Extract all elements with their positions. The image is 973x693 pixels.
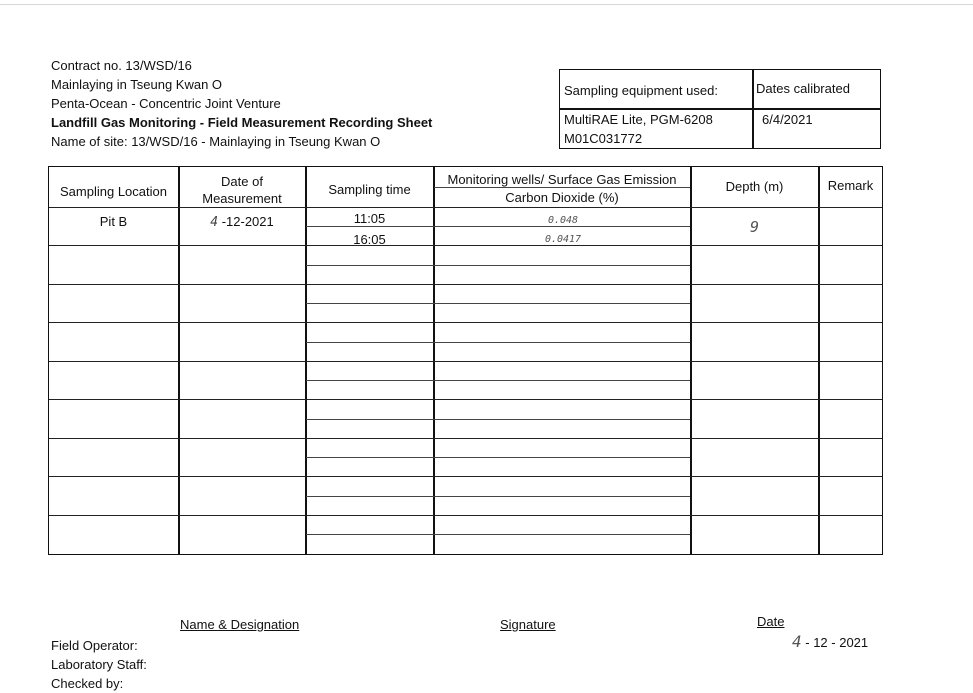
field-operator-label: Field Operator: bbox=[51, 638, 138, 653]
cell-time-2: 16:05 bbox=[353, 232, 386, 247]
date-rest: -12-2021 bbox=[221, 214, 274, 229]
project-name: Mainlaying in Tseung Kwan O bbox=[51, 77, 223, 92]
calibrated-label: Dates calibrated bbox=[756, 81, 850, 96]
subrow-divider bbox=[306, 265, 690, 266]
equipment-serial: M01C031772 bbox=[564, 131, 643, 146]
cell-co2-2: 0.0417 bbox=[544, 234, 582, 245]
laboratory-staff-label: Laboratory Staff: bbox=[51, 657, 147, 672]
site-name: Name of site: 13/WSD/16 - Mainlaying in Tseung Kwan O bbox=[51, 134, 381, 149]
row-divider bbox=[49, 438, 882, 439]
measurement-table bbox=[48, 166, 883, 555]
subrow-divider bbox=[306, 226, 690, 227]
subrow-divider bbox=[306, 419, 690, 420]
header-sampling-location: Sampling Location bbox=[60, 184, 167, 199]
equipment-box bbox=[559, 69, 881, 149]
row-divider bbox=[49, 476, 882, 477]
subrow-divider bbox=[306, 457, 690, 458]
row-divider bbox=[49, 399, 882, 400]
contractor-name: Penta-Ocean - Concentric Joint Venture bbox=[51, 96, 281, 111]
cell-depth: 9 bbox=[749, 218, 760, 236]
calibrated-date: 6/4/2021 bbox=[762, 112, 813, 127]
footer-date-rest: - 12 - 2021 bbox=[805, 635, 869, 650]
subrow-divider bbox=[306, 534, 690, 535]
row-divider bbox=[49, 515, 882, 516]
signature-label: Signature bbox=[500, 617, 556, 632]
cell-co2-1: 0.048 bbox=[547, 215, 579, 226]
cell-location: Pit B bbox=[99, 214, 128, 229]
checked-by-label: Checked by: bbox=[51, 676, 124, 691]
name-designation-label: Name & Designation bbox=[180, 617, 300, 632]
date-label: Date bbox=[757, 614, 785, 629]
row-divider bbox=[49, 361, 882, 362]
subrow-divider bbox=[306, 380, 690, 381]
header-date-line1: Date of bbox=[221, 174, 263, 189]
subrow-divider bbox=[306, 496, 690, 497]
page-top-border bbox=[0, 4, 973, 5]
subrow-divider bbox=[306, 342, 690, 343]
cell-date bbox=[179, 214, 305, 230]
handwritten-day: 4 bbox=[210, 215, 219, 230]
row-divider bbox=[49, 245, 882, 246]
cell-time-1: 11:05 bbox=[353, 211, 386, 226]
row-divider bbox=[49, 284, 882, 285]
equipment-model: MultiRAE Lite, PGM-6208 bbox=[564, 112, 713, 127]
row-divider bbox=[49, 322, 882, 323]
contract-number: Contract no. 13/WSD/16 bbox=[51, 58, 192, 73]
equipment-label: Sampling equipment used: bbox=[564, 83, 718, 98]
equipment-divider-horizontal bbox=[560, 108, 880, 110]
header-remark: Remark bbox=[827, 178, 874, 193]
footer-handwritten-day: 4 bbox=[792, 632, 802, 651]
header-carbon-dioxide: Carbon Dioxide (%) bbox=[505, 190, 619, 205]
header-sampling-time: Sampling time bbox=[328, 182, 411, 197]
subrow-divider bbox=[306, 303, 690, 304]
sheet-title: Landfill Gas Monitoring - Field Measurement Recording Sheet bbox=[51, 115, 433, 130]
footer-date-value bbox=[792, 632, 868, 651]
header-depth: Depth (m) bbox=[725, 179, 784, 194]
header-monitoring-wells: Monitoring wells/ Surface Gas Emission bbox=[447, 172, 677, 187]
header-divider bbox=[49, 207, 882, 208]
header-date-line2: Measurement bbox=[202, 191, 282, 206]
